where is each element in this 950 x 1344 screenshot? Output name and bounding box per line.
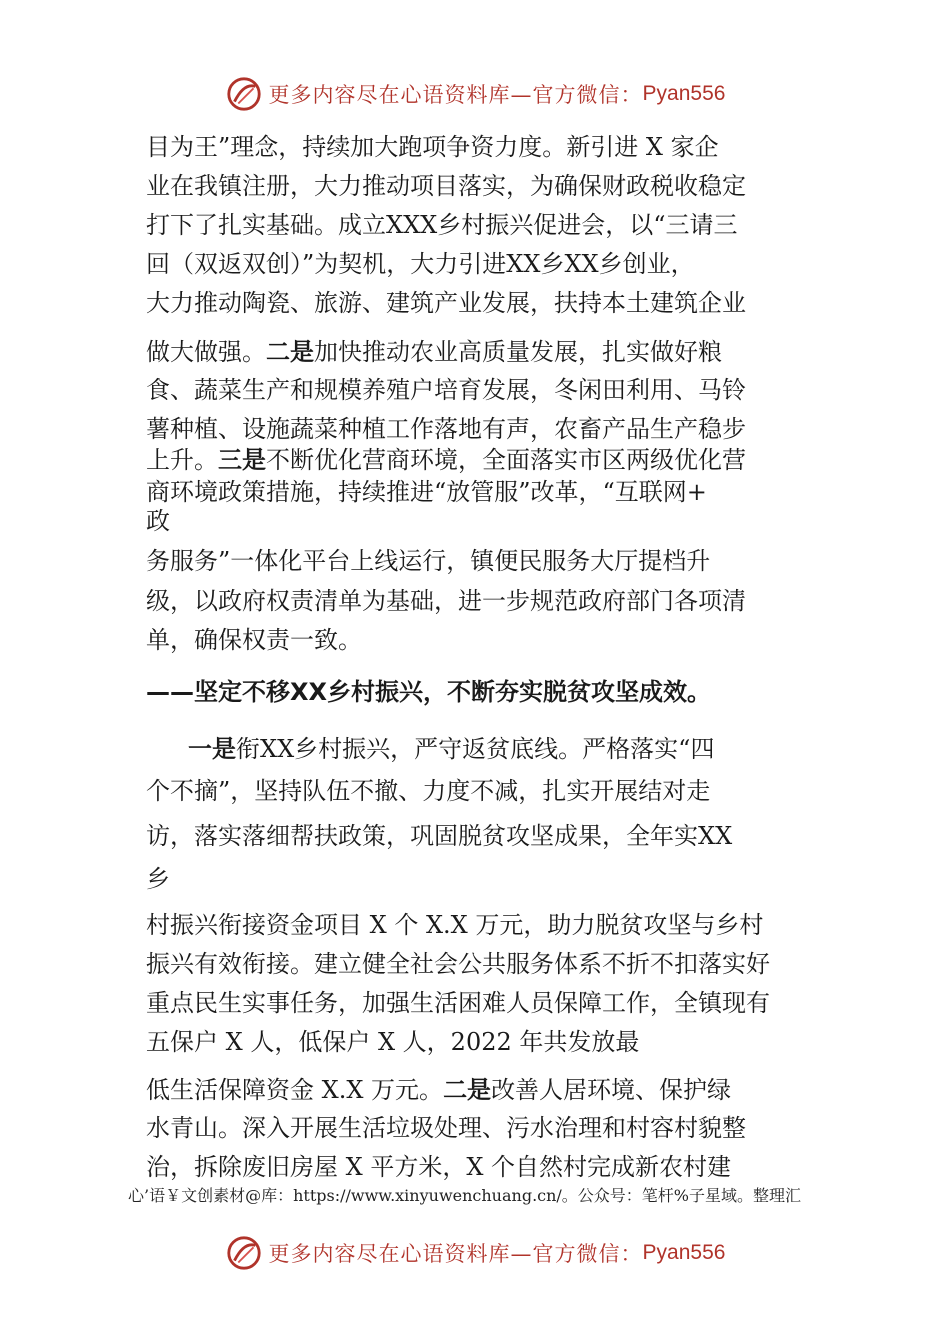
- emphasis-label: 三是: [218, 446, 266, 474]
- watermark-banner-top: [0, 72, 950, 116]
- text-run: 低生活保障资金 X.X 万元。: [146, 1076, 444, 1104]
- text-line: 打下了扎实基础。成立XXX乡村振兴促进会，以“三请三: [146, 211, 738, 239]
- text-line: 乡: [146, 865, 170, 893]
- text-run: 改善人居环境、保护绿: [491, 1076, 732, 1104]
- text-line: 水青山。深入开展生活垃圾处理、污水治理和村容村貌整: [146, 1114, 746, 1142]
- text-line: 重点民生实事任务，加强生活困难人员保障工作，全镇现有: [146, 989, 770, 1017]
- text-line: [146, 445, 746, 475]
- logo-icon: [225, 1234, 263, 1272]
- text-run: 不断优化营商环境，全面落实市区两级优化营: [266, 446, 746, 474]
- emphasis-label: 二是: [266, 338, 314, 366]
- text-line: [146, 1075, 731, 1105]
- text-run: 做大做强。: [146, 338, 266, 366]
- footer-source-text: 心’语￥文创素材@库：https://www.xinyuwenchuang.cn/。公众号：笔杆%子星域。整理汇: [128, 1186, 802, 1205]
- text-line: 业在我镇注册，大力推动项目落实，为确保财政税收稳定: [146, 172, 746, 200]
- text-line: 访，落实落细帮扶政策，巩固脱贫攻坚成果，全年实XX: [146, 822, 733, 850]
- emphasis-label: 一是: [188, 735, 236, 763]
- text-run: 加快推动农业高质量发展，扎实做好粮: [314, 338, 722, 366]
- text-line: 五保户 X 人，低保户 X 人，2022 年共发放最: [146, 1028, 640, 1056]
- text-line: [146, 337, 722, 367]
- text-line: 商环境政策措施，持续推进“放管服”改革，“互联网+: [146, 478, 707, 506]
- logo-icon: [225, 75, 263, 113]
- text-line: 村振兴衔接资金项目 X 个 X.X 万元，助力脱贫攻坚与乡村: [146, 911, 764, 939]
- text-line: 政: [146, 507, 170, 535]
- text-run: 上升。: [146, 446, 218, 474]
- text-line: 目为王”理念，持续加大跑项争资力度。新引进 X 家企: [146, 133, 719, 161]
- text-line: 大力推动陶瓷、旅游、建筑产业发展，扶持本土建筑企业: [146, 289, 746, 317]
- banner-text: 更多内容尽在心语资料库—官方微信：: [268, 83, 643, 107]
- emphasis-label: 二是: [443, 1076, 492, 1104]
- text-line: 振兴有效衔接。建立健全社会公共服务体系不折不扣落实好: [146, 950, 770, 978]
- text-line: 单，确保权责一致。: [146, 626, 362, 654]
- banner-wechat-id: Pyan556: [642, 82, 726, 105]
- text-line: [188, 734, 714, 764]
- text-line: 级，以政府权责清单为基础，进一步规范政府部门各项清: [146, 587, 746, 615]
- text-line: 个不摘”，坚持队伍不撤、力度不减，扎实开展结对走: [146, 777, 711, 805]
- text-line: 务服务”一体化平台上线运行，镇便民服务大厅提档升: [146, 547, 711, 575]
- text-line: 回（双返双创）”为契机，大力引进XX乡XX乡创业，: [146, 250, 695, 278]
- watermark-banner-bottom: [0, 1231, 950, 1275]
- text-line: 薯种植、设施蔬菜种植工作落地有声，农畜产品生产稳步: [146, 415, 746, 443]
- banner-wechat-id: Pyan556: [642, 1241, 726, 1264]
- banner-text: 更多内容尽在心语资料库—官方微信：: [268, 1242, 643, 1266]
- text-run: 衔XX乡村振兴，严守返贫底线。严格落实“四: [236, 735, 715, 763]
- text-line: 食、蔬菜生产和规模养殖户培育发展，冬闲田利用、马铃: [146, 376, 746, 404]
- text-line: 治，拆除废旧房屋 X 平方米，X 个自然村完成新农村建: [146, 1153, 732, 1181]
- section-heading: ——坚定不移XX乡村振兴，不断夯实脱贫攻坚成效。: [146, 678, 712, 706]
